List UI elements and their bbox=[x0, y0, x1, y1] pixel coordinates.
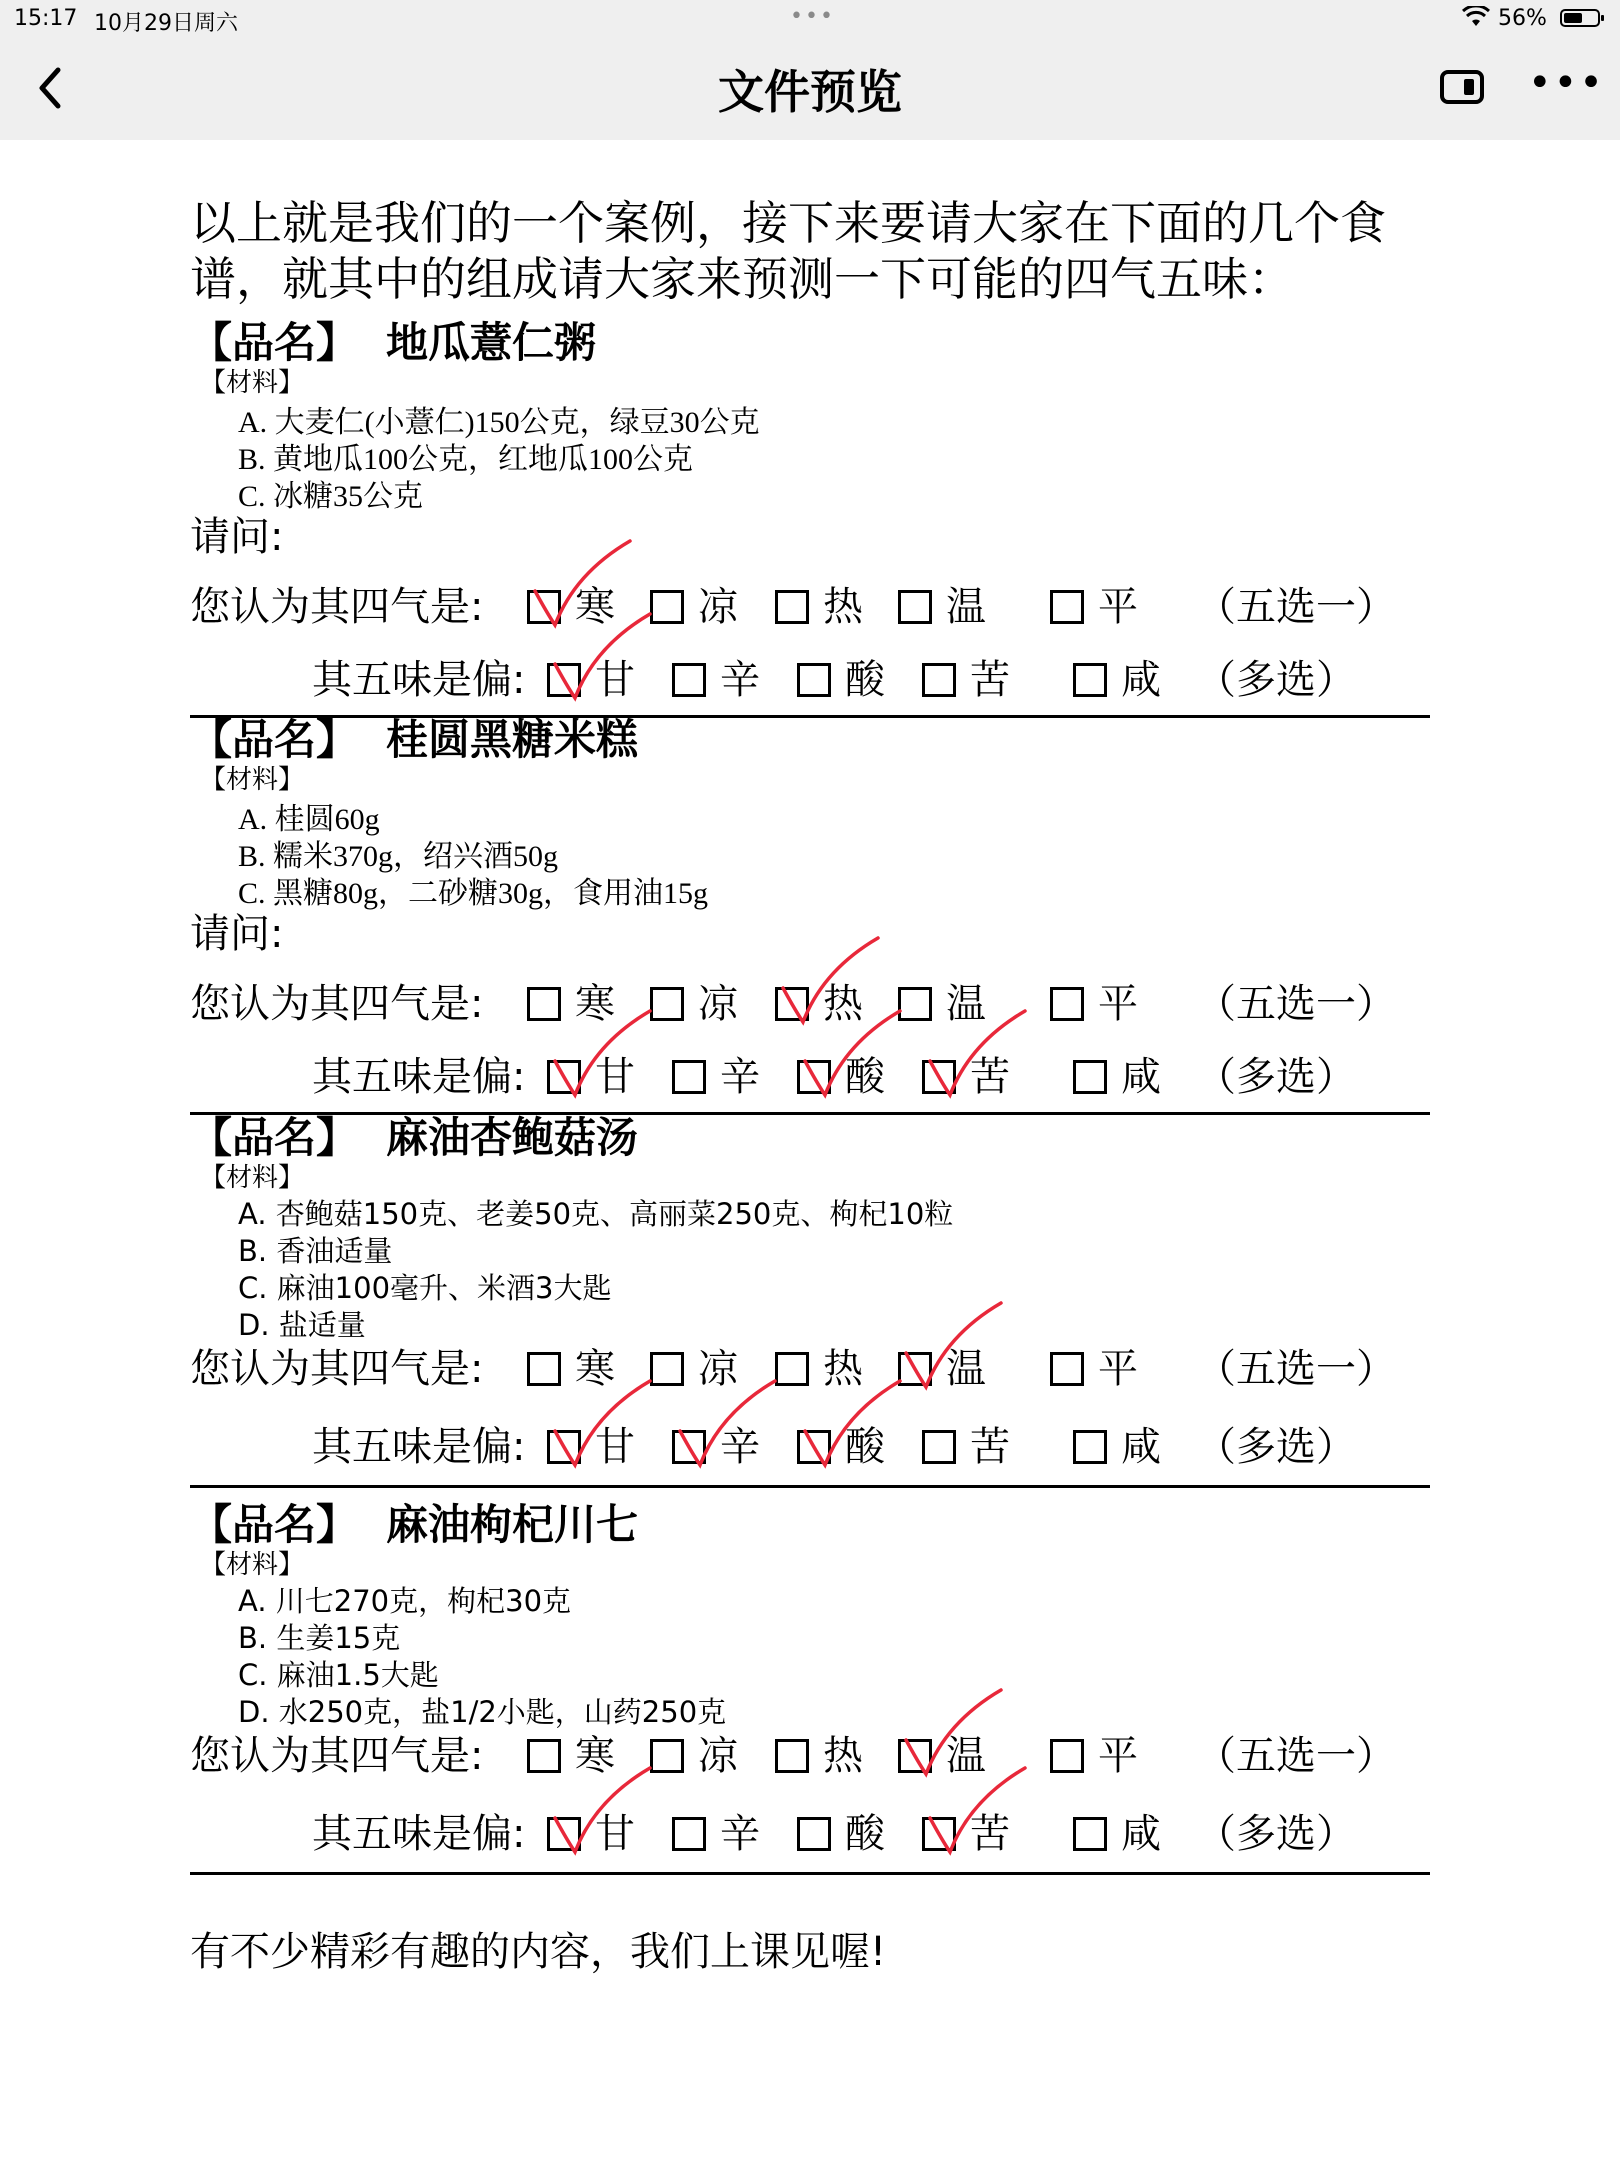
qi-option[interactable] bbox=[650, 575, 738, 632]
flavor-option[interactable] bbox=[547, 1415, 635, 1472]
multi-choice-note: （多选） bbox=[1196, 1054, 1356, 1100]
option-label: 平 bbox=[1098, 1346, 1138, 1392]
qi-option[interactable] bbox=[1050, 1724, 1138, 1781]
ingredient-line: C. 麻油1.5大匙 bbox=[238, 1658, 439, 1692]
qi-option[interactable] bbox=[1050, 1337, 1138, 1394]
question-label: 请问: bbox=[190, 514, 284, 560]
option-label: 咸 bbox=[1121, 657, 1161, 703]
checkbox[interactable] bbox=[797, 1430, 831, 1464]
qi-option[interactable] bbox=[1050, 972, 1138, 1029]
checkbox[interactable] bbox=[1073, 663, 1107, 697]
option-label: 寒 bbox=[575, 1733, 615, 1779]
materials-label: 【材料】 bbox=[200, 1550, 305, 1580]
checkbox[interactable] bbox=[1073, 1060, 1107, 1094]
five-flavors-label: 其五味是偏: bbox=[312, 657, 526, 703]
recipe-name-label: 【品名】 bbox=[190, 318, 359, 367]
qi-option[interactable] bbox=[898, 1724, 986, 1781]
qi-option[interactable] bbox=[775, 1724, 863, 1781]
more-options-icon[interactable]: ••• bbox=[1528, 60, 1605, 106]
qi-option[interactable] bbox=[650, 1724, 738, 1781]
status-date: 10月29日周六 bbox=[94, 11, 238, 36]
flavor-option[interactable] bbox=[1073, 648, 1161, 705]
flavor-option[interactable] bbox=[672, 1045, 760, 1102]
checkbox[interactable] bbox=[547, 663, 581, 697]
qi-option[interactable] bbox=[898, 972, 986, 1029]
checkbox[interactable] bbox=[1050, 987, 1084, 1021]
section-divider bbox=[190, 1485, 1430, 1488]
ingredient-line: B. 生姜15克 bbox=[238, 1621, 401, 1655]
option-label: 辛 bbox=[720, 657, 760, 703]
checkbox[interactable] bbox=[672, 1430, 706, 1464]
checkbox[interactable] bbox=[527, 590, 561, 624]
checkbox[interactable] bbox=[797, 663, 831, 697]
flavor-option[interactable] bbox=[1073, 1415, 1161, 1472]
flavor-option[interactable] bbox=[797, 648, 885, 705]
four-qi-label: 您认为其四气是: bbox=[190, 584, 484, 630]
recipe-name-text: 麻油杏鲍菇汤 bbox=[386, 1113, 639, 1162]
sidebar-toggle-icon[interactable] bbox=[1440, 70, 1484, 104]
option-label: 寒 bbox=[575, 584, 615, 630]
closing-line: 有不少精彩有趣的内容，我们上课见喔! bbox=[190, 1929, 887, 1975]
option-label: 温 bbox=[946, 1346, 986, 1392]
flavor-option[interactable] bbox=[672, 1415, 760, 1472]
recipe-name-label: 【品名】 bbox=[190, 1113, 359, 1162]
materials-label: 【材料】 bbox=[200, 765, 305, 795]
qi-option[interactable] bbox=[898, 1337, 986, 1394]
question-label: 请问: bbox=[190, 911, 284, 957]
ingredient-line: A. 桂圆60g bbox=[238, 803, 380, 836]
flavor-option[interactable] bbox=[547, 648, 635, 705]
qi-option[interactable] bbox=[527, 575, 615, 632]
option-label: 热 bbox=[823, 1346, 863, 1392]
option-label: 凉 bbox=[698, 981, 738, 1027]
flavor-option[interactable] bbox=[1073, 1045, 1161, 1102]
recipe-name-text: 麻油枸杞川七 bbox=[386, 1500, 639, 1549]
flavor-option[interactable] bbox=[1073, 1802, 1161, 1859]
checkbox[interactable] bbox=[775, 1352, 809, 1386]
battery-percent: 56% bbox=[1498, 6, 1547, 31]
option-label: 凉 bbox=[698, 1346, 738, 1392]
checkbox[interactable] bbox=[650, 1739, 684, 1773]
recipe-name-text: 桂圆黑糖米糕 bbox=[386, 715, 639, 764]
status-time: 15:17 bbox=[14, 6, 78, 31]
ingredient-line: C. 冰糖35公克 bbox=[238, 480, 424, 513]
four-qi-label: 您认为其四气是: bbox=[190, 1733, 484, 1779]
option-label: 辛 bbox=[720, 1424, 760, 1470]
ingredient-line: D. 水250克，盐1/2小匙，山药250克 bbox=[238, 1695, 727, 1729]
flavor-option[interactable] bbox=[797, 1802, 885, 1859]
option-label: 苦 bbox=[970, 657, 1010, 703]
checkbox[interactable] bbox=[527, 1739, 561, 1773]
five-flavors-label: 其五味是偏: bbox=[312, 1054, 526, 1100]
multi-choice-note: （多选） bbox=[1196, 1811, 1356, 1857]
option-label: 热 bbox=[823, 584, 863, 630]
ingredient-line: A. 大麦仁(小薏仁)150公克，绿豆30公克 bbox=[238, 406, 760, 439]
checkbox[interactable] bbox=[922, 1060, 956, 1094]
option-label: 凉 bbox=[698, 584, 738, 630]
five-flavors-label: 其五味是偏: bbox=[312, 1424, 526, 1470]
flavor-option[interactable] bbox=[922, 1802, 1010, 1859]
checkbox[interactable] bbox=[547, 1817, 581, 1851]
qi-option[interactable] bbox=[527, 972, 615, 1029]
option-label: 酸 bbox=[845, 1424, 885, 1470]
option-label: 酸 bbox=[845, 1811, 885, 1857]
qi-option[interactable] bbox=[775, 575, 863, 632]
nav-bar bbox=[0, 40, 1620, 140]
option-label: 温 bbox=[946, 981, 986, 1027]
single-choice-note: （五选一） bbox=[1196, 1346, 1396, 1392]
flavor-option[interactable] bbox=[922, 1415, 1010, 1472]
flavor-option[interactable] bbox=[547, 1802, 635, 1859]
recipe-name-label: 【品名】 bbox=[190, 715, 359, 764]
ingredient-line: C. 黑糖80g，二砂糖30g，食用油15g bbox=[238, 877, 709, 910]
option-label: 酸 bbox=[845, 1054, 885, 1100]
ingredient-line: D. 盐适量 bbox=[238, 1308, 366, 1342]
checkbox[interactable] bbox=[922, 1430, 956, 1464]
recipe-name bbox=[190, 1492, 638, 1552]
checkbox[interactable] bbox=[650, 987, 684, 1021]
option-label: 辛 bbox=[720, 1811, 760, 1857]
option-label: 苦 bbox=[970, 1054, 1010, 1100]
five-flavors-label: 其五味是偏: bbox=[312, 1811, 526, 1857]
checkbox[interactable] bbox=[527, 987, 561, 1021]
qi-option[interactable] bbox=[527, 1724, 615, 1781]
checkbox[interactable] bbox=[672, 1060, 706, 1094]
intro-paragraph: 以上就是我们的一个案例，接下来要请大家在下面的几个食谱，就其中的组成请大家来预测一下可能的四气五味： bbox=[190, 196, 1386, 306]
qi-option[interactable] bbox=[898, 575, 986, 632]
checkbox[interactable] bbox=[672, 1817, 706, 1851]
option-label: 甘 bbox=[595, 657, 635, 703]
qi-option[interactable] bbox=[775, 972, 863, 1029]
qi-option[interactable] bbox=[775, 1337, 863, 1394]
checkbox[interactable] bbox=[775, 1739, 809, 1773]
flavor-option[interactable] bbox=[797, 1045, 885, 1102]
checkbox[interactable] bbox=[1050, 1352, 1084, 1386]
section-divider bbox=[190, 1872, 1430, 1875]
single-choice-note: （五选一） bbox=[1196, 981, 1396, 1027]
wifi-icon bbox=[1462, 6, 1490, 34]
checkbox[interactable] bbox=[1073, 1430, 1107, 1464]
materials-label: 【材料】 bbox=[200, 368, 305, 398]
flavor-option[interactable] bbox=[672, 648, 760, 705]
ingredient-line: B. 糯米370g，绍兴酒50g bbox=[238, 840, 559, 873]
option-label: 咸 bbox=[1121, 1054, 1161, 1100]
checkbox[interactable] bbox=[922, 1817, 956, 1851]
checkbox[interactable] bbox=[1073, 1817, 1107, 1851]
option-label: 甘 bbox=[595, 1811, 635, 1857]
option-label: 热 bbox=[823, 1733, 863, 1779]
multi-choice-note: （多选） bbox=[1196, 1424, 1356, 1470]
option-label: 凉 bbox=[698, 1733, 738, 1779]
recipe-name-label: 【品名】 bbox=[190, 1500, 359, 1549]
option-label: 平 bbox=[1098, 1733, 1138, 1779]
checkbox[interactable] bbox=[547, 1060, 581, 1094]
checkbox[interactable] bbox=[1050, 590, 1084, 624]
option-label: 酸 bbox=[845, 657, 885, 703]
checkbox[interactable] bbox=[650, 590, 684, 624]
option-label: 寒 bbox=[575, 1346, 615, 1392]
checkbox[interactable] bbox=[898, 590, 932, 624]
flavor-option[interactable] bbox=[922, 1045, 1010, 1102]
option-label: 平 bbox=[1098, 981, 1138, 1027]
option-label: 辛 bbox=[720, 1054, 760, 1100]
battery-icon bbox=[1560, 9, 1600, 27]
option-label: 咸 bbox=[1121, 1811, 1161, 1857]
flavor-option[interactable] bbox=[672, 1802, 760, 1859]
option-label: 苦 bbox=[970, 1424, 1010, 1470]
option-label: 寒 bbox=[575, 981, 615, 1027]
option-label: 咸 bbox=[1121, 1424, 1161, 1470]
checkbox[interactable] bbox=[898, 1739, 932, 1773]
recipe-name bbox=[190, 310, 596, 370]
checkbox[interactable] bbox=[898, 987, 932, 1021]
qi-option[interactable] bbox=[650, 1337, 738, 1394]
checkbox[interactable] bbox=[527, 1352, 561, 1386]
checkbox[interactable] bbox=[797, 1060, 831, 1094]
checkbox[interactable] bbox=[775, 987, 809, 1021]
option-label: 甘 bbox=[595, 1054, 635, 1100]
option-label: 温 bbox=[946, 584, 986, 630]
ingredient-line: A. 杏鲍菇150克、老姜50克、高丽菜250克、枸杞10粒 bbox=[238, 1197, 954, 1231]
option-label: 热 bbox=[823, 981, 863, 1027]
flavor-option[interactable] bbox=[922, 648, 1010, 705]
ingredient-line: A. 川七270克，枸杞30克 bbox=[238, 1584, 572, 1618]
qi-option[interactable] bbox=[1050, 575, 1138, 632]
ingredient-line: C. 麻油100毫升、米酒3大匙 bbox=[238, 1271, 612, 1305]
qi-option[interactable] bbox=[650, 972, 738, 1029]
four-qi-label: 您认为其四气是: bbox=[190, 981, 484, 1027]
option-label: 甘 bbox=[595, 1424, 635, 1470]
checkbox[interactable] bbox=[922, 663, 956, 697]
materials-label: 【材料】 bbox=[200, 1163, 305, 1193]
checkbox[interactable] bbox=[1050, 1739, 1084, 1773]
checkbox[interactable] bbox=[775, 590, 809, 624]
page-title: 文件预览 bbox=[718, 65, 902, 119]
recipe-name-text: 地瓜薏仁粥 bbox=[386, 318, 597, 367]
ingredient-line: B. 香油适量 bbox=[238, 1234, 393, 1268]
option-label: 苦 bbox=[970, 1811, 1010, 1857]
qi-option[interactable] bbox=[527, 1337, 615, 1394]
checkbox[interactable] bbox=[650, 1352, 684, 1386]
four-qi-label: 您认为其四气是: bbox=[190, 1346, 484, 1392]
status-bar bbox=[0, 0, 1620, 40]
checkbox[interactable] bbox=[672, 663, 706, 697]
flavor-option[interactable] bbox=[797, 1415, 885, 1472]
flavor-option[interactable] bbox=[547, 1045, 635, 1102]
ingredient-line: B. 黄地瓜100公克，红地瓜100公克 bbox=[238, 443, 694, 476]
recipe-name bbox=[190, 1105, 638, 1165]
document-preview[interactable] bbox=[0, 140, 1620, 2160]
multi-choice-note: （多选） bbox=[1196, 657, 1356, 703]
recipe-name bbox=[190, 707, 638, 767]
single-choice-note: （五选一） bbox=[1196, 584, 1396, 630]
checkbox[interactable] bbox=[547, 1430, 581, 1464]
option-label: 温 bbox=[946, 1733, 986, 1779]
option-label: 平 bbox=[1098, 584, 1138, 630]
checkbox[interactable] bbox=[797, 1817, 831, 1851]
multitasking-dots-icon[interactable]: ••• bbox=[790, 4, 835, 29]
single-choice-note: （五选一） bbox=[1196, 1733, 1396, 1779]
checkbox[interactable] bbox=[898, 1352, 932, 1386]
